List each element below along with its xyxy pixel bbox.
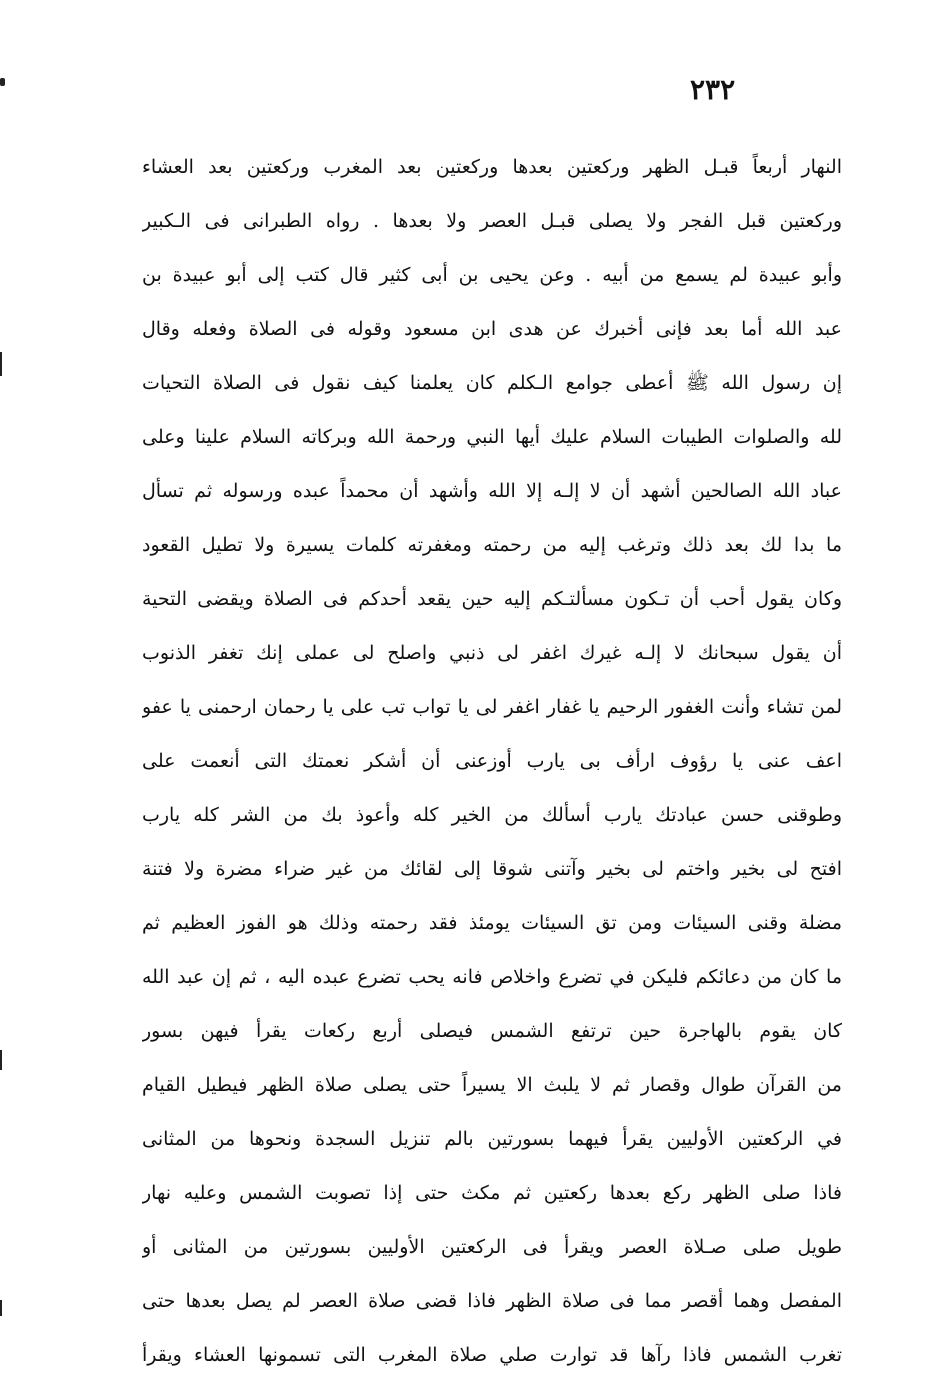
text-line: ما كان من دعائكم فليكن في تضرع واخلاص فانه يحب تضرع عبده اليه ، ثم إن عبد الله	[142, 966, 842, 988]
page-number: ٢٣٢	[690, 73, 736, 106]
text-line: كان يقوم بالهاجرة حين ترتفع الشمس فيصلى أربع ركعات يقرأ فيهن بسور	[142, 1020, 842, 1042]
text-line: أن يقول سبحانك لا إلـه غيرك اغفر لى ذنبي واصلح لى عملى إنك تغفر الذنوب	[142, 642, 842, 664]
scan-edge-mark	[0, 1300, 2, 1316]
text-line: وكان يقول أحب أن تـكون مسألتـكم إليه حين يقعد أحدكم فى الصلاة ويقضى التحية	[142, 588, 842, 610]
scan-edge-mark	[0, 1050, 2, 1070]
text-line: طويل صلى صـلاة العصر ويقرأ فى الركعتين الأوليين بسورتين من المثانى أو	[142, 1236, 842, 1258]
text-line: فاذا صلى الظهر ركع بعدها ركعتين ثم مكث حتى إذا تصوبت الشمس وعليه نهار	[142, 1182, 842, 1204]
text-line: لله والصلوات الطيبات السلام عليك أيها النبي ورحمة الله وبركاته السلام علينا وعلى	[142, 426, 842, 448]
text-line: ما بدا لك بعد ذلك وترغب إليه من رحمته ومغفرته كلمات يسيرة ولا تطيل القعود	[142, 534, 842, 556]
text-line: وأبو عبيدة لم يسمع من أبيه . وعن يحيى بن أبى كثير قال كتب إلى أبو عبيدة بن	[142, 264, 842, 286]
scan-edge-mark	[0, 352, 2, 376]
text-line: لمن تشاء وأنت الغفور الرحيم يا غفار اغفر لى يا تواب تب على يا رحمان ارحمنى يا عفو	[142, 696, 842, 718]
text-line: اعف عنى يا رؤوف ارأف بى يارب أوزعنى أن أشكر نعمتك التى أنعمت على	[142, 750, 842, 772]
text-line: إن رسول الله ﷺ أعطى جوامع الـكلم كان يعلمنا كيف نقول فى الصلاة التحيات	[142, 372, 842, 394]
text-line: من القرآن طوال وقصار ثم لا يلبث الا يسيراً حتى يصلى صلاة الظهر فيطيل القيام	[142, 1074, 842, 1096]
text-line: عبد الله أما بعد فإنى أخبرك عن هدى ابن مسعود وقوله فى الصلاة وفعله وقال	[142, 318, 842, 340]
body-text	[142, 140, 842, 1382]
text-line: مضلة وقنى السيئات ومن تق السيئات يومئذ فقد رحمته وذلك هو الفوز العظيم ثم	[142, 912, 842, 934]
text-line: تغرب الشمس فاذا رآها قد توارت صلي صلاة المغرب التى تسمونها العشاء ويقرأ	[142, 1344, 842, 1366]
text-line: عباد الله الصالحين أشهد أن لا إلـه إلا الله وأشهد أن محمداً عبده ورسوله ثم تسأل	[142, 480, 842, 502]
scan-edge-mark	[0, 78, 5, 86]
text-line: في الركعتين الأوليين يقرأ فيهما بسورتين بالم تنزيل السجدة ونحوها من المثانى	[142, 1128, 842, 1150]
text-line: المفصل وهما أقصر مما فى صلاة الظهر فاذا قضى صلاة العصر لم يصل بعدها حتى	[142, 1290, 842, 1312]
text-line: وطوقنى حسن عبادتك يارب أسألك من الخير كله وأعوذ بك من الشر كله يارب	[142, 804, 842, 826]
text-line: افتح لى بخير واختم لى بخير وآتنى شوقا إلى لقائك من غير ضراء مضرة ولا فتنة	[142, 858, 842, 880]
text-line: وركعتين قبل الفجر ولا يصلى قبـل العصر ولا بعدها . رواه الطبرانى فى الـكبير	[142, 210, 842, 232]
text-line: النهار أربعاً قبـل الظهر وركعتين بعدها وركعتين بعد المغرب وركعتين بعد العشاء	[142, 156, 842, 178]
